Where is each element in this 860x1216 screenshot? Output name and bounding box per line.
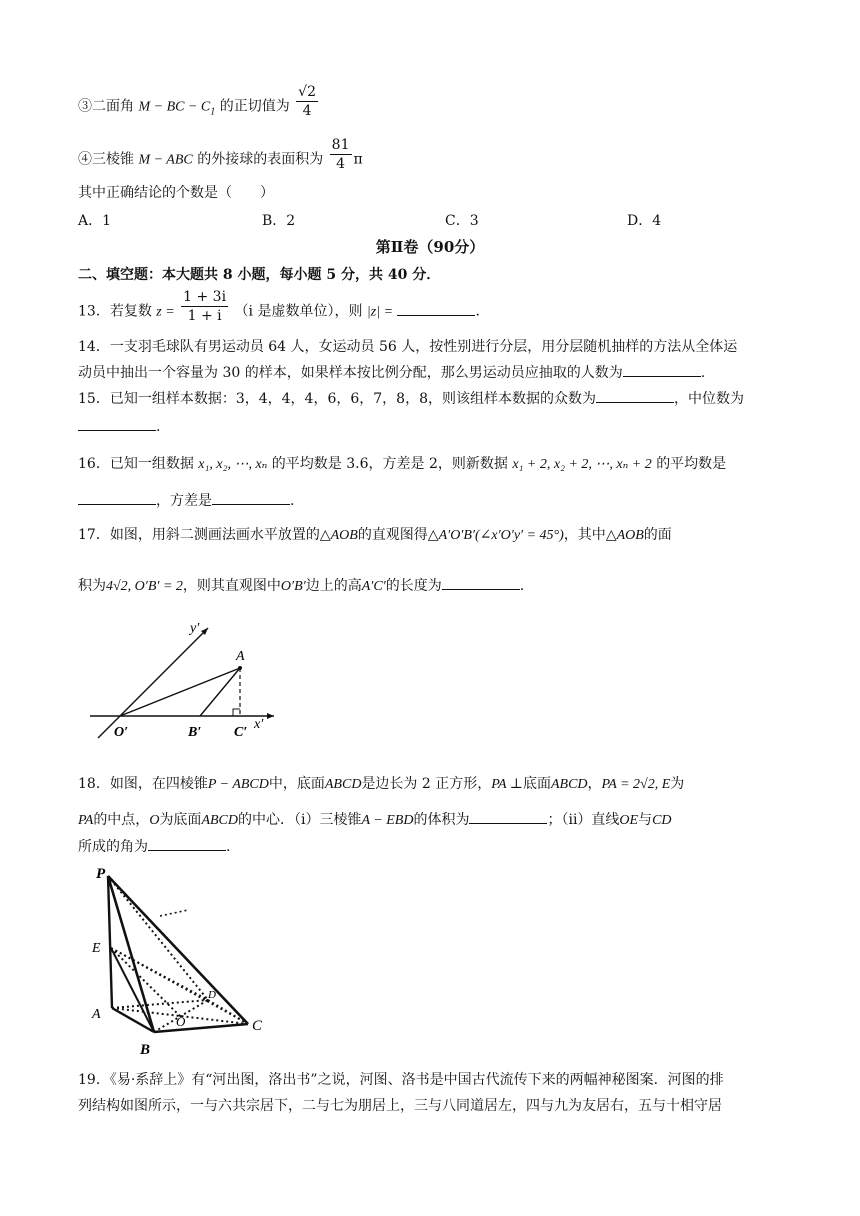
label-y: y′ — [190, 621, 200, 636]
question-18-line3: 所成的角为 . — [78, 836, 230, 857]
label-C: C′ — [234, 725, 248, 740]
question-15-line1: 15．已知一组样本数据：3，4，4，4，6，6，7，8，8，则该组样本数据的众数为 ，中位数为 — [78, 388, 744, 409]
question-14-line2: 动员中抽出一个容量为 30 的样本，如果样本按比例分配，那么男运动员应抽取的人数为 . — [78, 362, 705, 383]
item-3: ③二面角 M − BC − $C_1$ 的正切值为 $\frac{√2}{4}$ — [78, 84, 316, 119]
label-E: E — [92, 941, 101, 956]
option-c: C．3 — [445, 213, 479, 229]
fraction: $\frac{1 + 3i}{1 + i}$ — [183, 289, 227, 324]
label-P: P — [96, 866, 106, 882]
answer-blank — [623, 362, 701, 377]
edge-PD — [108, 876, 208, 1000]
question-14-line1: 14．一支羽毛球队有男运动员 64 人，女运动员 56 人，按性别进行分层，用分层随机抽样的方法从全体运 — [78, 339, 738, 355]
label-B: B′ — [188, 725, 202, 740]
fraction: $\frac{81}{4}$ — [331, 137, 350, 172]
segment-OA — [120, 668, 240, 716]
item-4: ④三棱锥 M − ABC 的外接球的表面积为 $\frac{81}{4}$ π — [78, 137, 363, 172]
auxiliary-line — [160, 910, 188, 916]
question-18-line2: PA的中点，O为底面ABCD的中心．（ⅰ）三棱锥A − EBD的体积为 ；（ⅱ）直线OE与CD — [78, 809, 672, 831]
answer-blank — [212, 490, 290, 505]
answer-blank — [596, 388, 674, 403]
label-O: O′ — [114, 725, 129, 740]
label-C: C — [252, 1018, 263, 1034]
question-12-tail: 其中正确结论的个数是（ ） — [78, 185, 274, 201]
right-angle-mark — [233, 709, 240, 716]
answer-blank — [78, 416, 156, 431]
section-title: 第Ⅱ卷（90分） — [375, 238, 485, 256]
option-d: D．4 — [627, 213, 662, 229]
question-16-line2: ，方差是 . — [78, 490, 294, 511]
question-13: 13．若复数 z = $\frac{1 + 3i}{1 + i}$ （i 是虚数单位），则 |z| = . — [78, 289, 480, 324]
question-16-line1: 16．已知一组数据 x₁, x₂, ⋯, xₙ 的平均数是 3.6，方差是 2，则新数据 x₁ + 2, x₂ + 2, ⋯, xₙ + 2 的平均数是 — [78, 456, 727, 472]
question-17-line1: 17．如图，用斜二测画法画水平放置的△AOB的直观图得△A′O′B′(∠x′O′y′ = 45°)，其中△AOB的面 — [78, 527, 672, 543]
edge-PA — [108, 876, 112, 1008]
question-18-line1: 18．如图，在四棱锥P − ABCD中，底面ABCD是边长为 2 正方形，PA ⊥底面ABCD，PA = 2√2, E为 — [78, 776, 685, 792]
edge-AD — [112, 1000, 208, 1008]
question-15-line2: . — [78, 416, 160, 437]
answer-blank — [469, 809, 547, 824]
edge-BC — [154, 1024, 248, 1032]
option-b: B．2 — [262, 213, 296, 229]
point-A — [238, 666, 242, 670]
answer-blank — [397, 301, 475, 316]
section-heading: 二、填空题：本大题共 8 小题，每小题 5 分，共 40 分． — [78, 267, 441, 283]
answer-blank — [442, 575, 520, 590]
label-O: O — [176, 1014, 186, 1029]
figure-17-oblique-drawing — [84, 610, 284, 745]
y-axis-line — [98, 628, 208, 738]
figure-18-pyramid — [84, 862, 274, 1062]
question-17-line2: 积为4√2, O′B′ = 2，则其直观图中O′B′边上的高A′C′的长度为 . — [78, 575, 524, 597]
answer-blank — [78, 490, 156, 505]
label-x: x′ — [254, 717, 264, 732]
label-D: D — [208, 989, 216, 1001]
label-B: B — [140, 1042, 151, 1058]
math-dihedral: M − BC − C — [138, 99, 211, 115]
question-19-line2: 列结构如图所示，一与六共宗居下，二与七为朋居上，三与八同道居左，四与九为友居右，五与十相守居 — [78, 1098, 722, 1114]
option-a: A．1 — [78, 213, 112, 229]
label-A: A — [92, 1007, 101, 1022]
fraction: $\frac{√2}{4}$ — [298, 84, 316, 119]
answer-blank — [148, 836, 226, 851]
question-19-line1: 19．《易·系辞上》有“河出图，洛出书”之说，河图、洛书是中国古代流传下来的两幅神秘图案．河图的排 — [78, 1072, 724, 1088]
label-A: A — [236, 649, 245, 664]
x-axis-arrow — [267, 713, 274, 719]
